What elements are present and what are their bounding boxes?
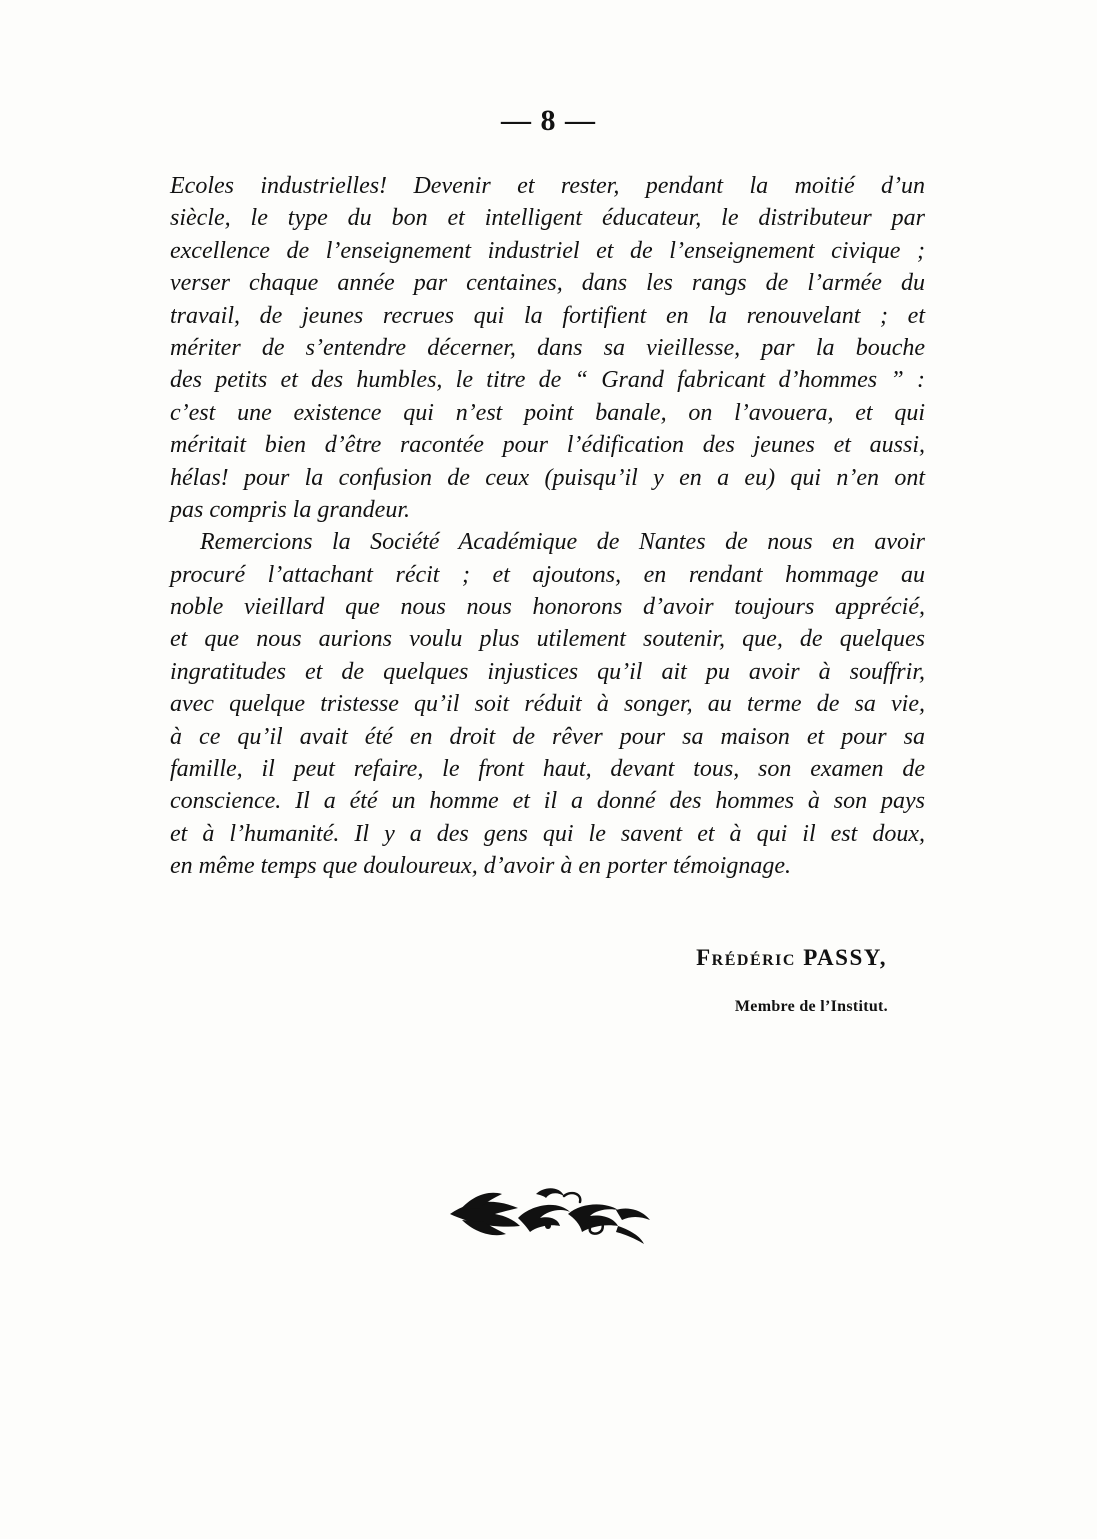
text-line: pas compris la grandeur. xyxy=(170,496,411,523)
text-line: avec quelque tristesse qu’il soit réduit à songer, au terme de sa vie, xyxy=(170,691,925,718)
text-line: c’est une existence qui n’est point banale, on l’avouera, et qui xyxy=(170,399,925,426)
text-line: en même temps que douloureux, d’avoir à en porter témoignage. xyxy=(170,853,791,880)
text-line: méritait bien d’être racontée pour l’édification des jeunes et aussi, xyxy=(170,432,925,459)
decorative-ornament-icon xyxy=(440,1180,660,1252)
text-line: mériter de s’entendre décerner, dans sa vieillesse, par la bouche xyxy=(170,334,925,361)
text-line: verser chaque année par centaines, dans les rangs de l’armée du xyxy=(170,270,925,297)
author-signature: Frédéric PASSY, xyxy=(696,945,887,970)
text-line: noble vieillard que nous nous honorons d’avoir toujours apprécié, xyxy=(170,594,925,621)
text-line: siècle, le type du bon et intelligent éducateur, le distributeur par xyxy=(170,205,925,232)
text-line: à ce qu’il avait été en droit de rêver pour sa maison et pour sa xyxy=(170,723,925,750)
text-line: procuré l’attachant récit ; et ajoutons, en rendant hommage au xyxy=(170,561,925,588)
body-text xyxy=(170,170,925,883)
text-line: hélas! pour la confusion de ceux (puisqu’il y en a eu) qui n’en ont xyxy=(170,464,925,491)
text-line: et à l’humanité. Il y a des gens qui le savent et à qui il est doux, xyxy=(170,820,925,847)
text-line: et que nous aurions voulu plus utilement soutenir, que, de quelques xyxy=(170,626,925,653)
text-line: conscience. Il a été un homme et il a donné des hommes à son pays xyxy=(170,788,925,815)
text-line: ingratitudes et de quelques injustices qu’il ait pu avoir à souffrir, xyxy=(170,658,925,685)
text-line: excellence de l’enseignement industriel et de l’enseignement civique ; xyxy=(170,237,925,264)
author-affiliation: Membre de l’Institut. xyxy=(734,998,888,1015)
text-line: travail, de jeunes recrues qui la fortifient en la renouvelant ; et xyxy=(170,302,925,329)
text-line: des petits et des humbles, le titre de “ Grand fabricant d’hommes ” : xyxy=(170,367,925,394)
page-number: — 8 — xyxy=(501,104,596,137)
text-line: Ecoles industrielles! Devenir et rester, pendant la moitié d’un xyxy=(170,173,925,199)
text-line: Remercions la Société Académique de Nantes de nous en avoir xyxy=(200,529,925,556)
text-line: famille, il peut refaire, le front haut, devant tous, son examen de xyxy=(170,756,925,783)
